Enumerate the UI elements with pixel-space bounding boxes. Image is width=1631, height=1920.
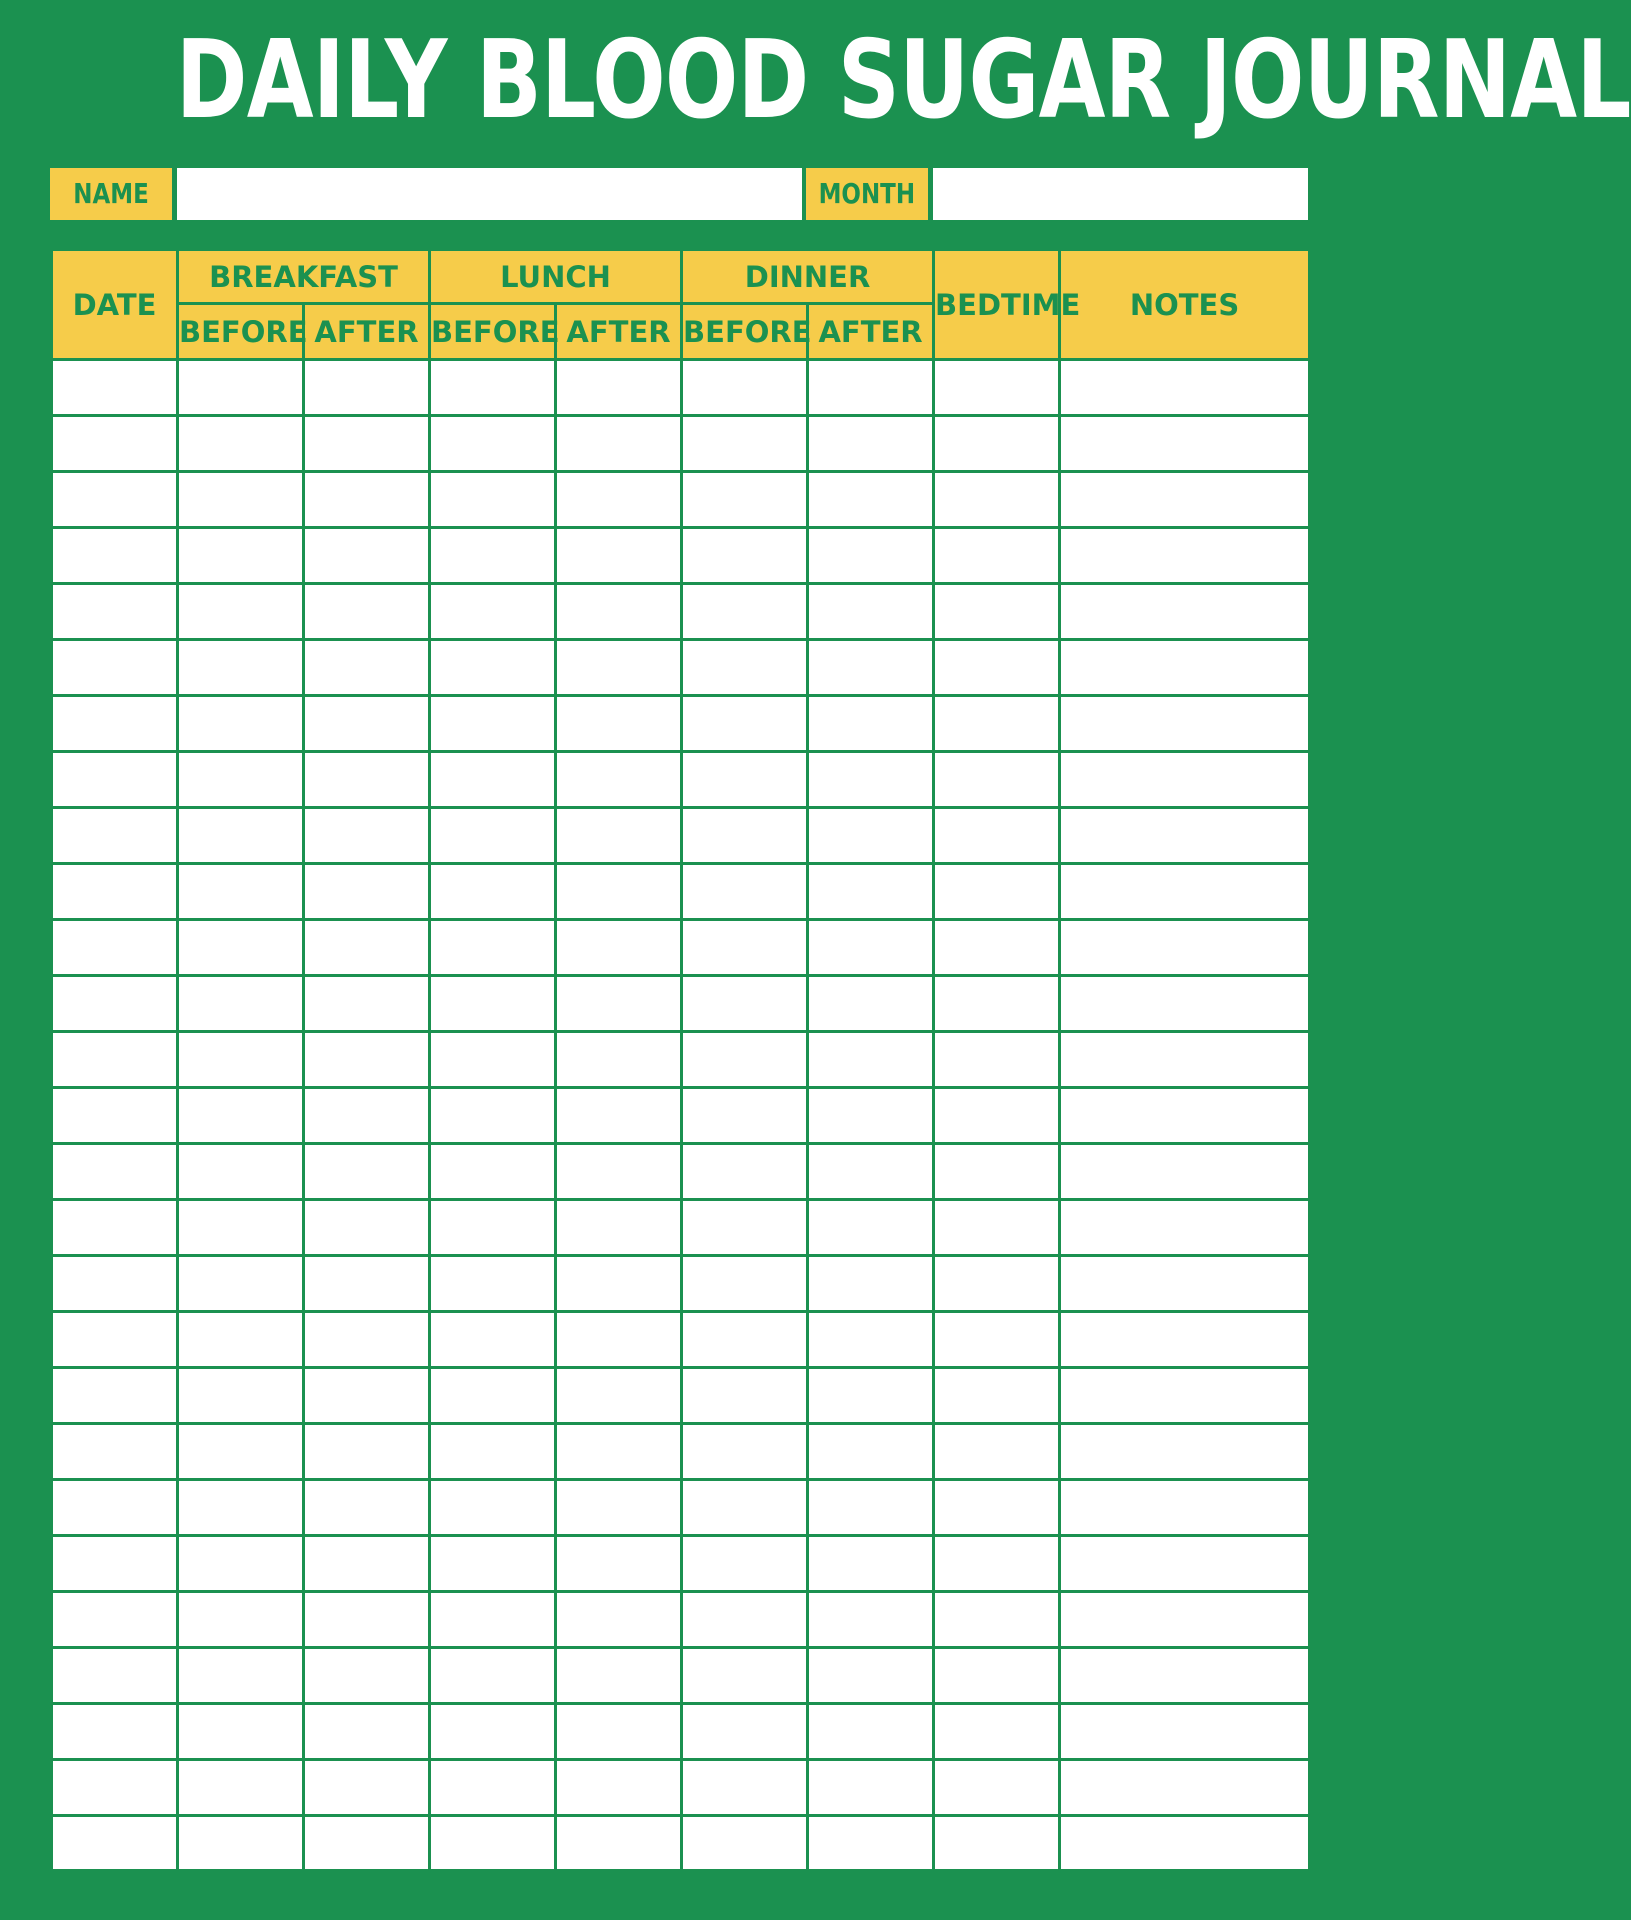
dinner-before-cell[interactable] bbox=[682, 1760, 808, 1816]
breakfast-after-cell[interactable] bbox=[304, 640, 430, 696]
date-cell[interactable] bbox=[52, 1536, 178, 1592]
table-row bbox=[52, 1368, 1310, 1424]
notes-cell[interactable] bbox=[1060, 1144, 1310, 1200]
table-row bbox=[52, 528, 1310, 584]
lunch-after-cell[interactable] bbox=[556, 1144, 682, 1200]
lunch-before-cell[interactable] bbox=[430, 1088, 556, 1144]
breakfast-before-cell[interactable] bbox=[178, 1424, 304, 1480]
dinner-before-cell[interactable] bbox=[682, 1816, 808, 1871]
bedtime-cell[interactable] bbox=[934, 696, 1060, 752]
dinner-after-cell[interactable] bbox=[808, 1368, 934, 1424]
page-title: DAILY BLOOD SUGAR JOURNAL bbox=[175, 18, 1631, 143]
breakfast-before-cell[interactable] bbox=[178, 416, 304, 472]
notes-cell[interactable] bbox=[1060, 528, 1310, 584]
date-cell[interactable] bbox=[52, 920, 178, 976]
breakfast-before-header: BEFORE bbox=[178, 304, 304, 360]
bedtime-cell[interactable] bbox=[934, 472, 1060, 528]
notes-cell[interactable] bbox=[1060, 1088, 1310, 1144]
bedtime-cell[interactable] bbox=[934, 528, 1060, 584]
lunch-after-cell[interactable] bbox=[556, 584, 682, 640]
lunch-header: LUNCH bbox=[430, 250, 682, 304]
date-cell[interactable] bbox=[52, 640, 178, 696]
dinner-before-cell[interactable] bbox=[682, 808, 808, 864]
breakfast-before-cell[interactable] bbox=[178, 1704, 304, 1760]
table-row bbox=[52, 1816, 1310, 1871]
notes-cell[interactable] bbox=[1060, 1424, 1310, 1480]
date-cell[interactable] bbox=[52, 1704, 178, 1760]
table-row bbox=[52, 1424, 1310, 1480]
table-row bbox=[52, 1760, 1310, 1816]
dinner-before-cell[interactable] bbox=[682, 1424, 808, 1480]
bedtime-cell[interactable] bbox=[934, 1760, 1060, 1816]
bedtime-cell[interactable] bbox=[934, 976, 1060, 1032]
dinner-after-cell[interactable] bbox=[808, 1088, 934, 1144]
notes-cell[interactable] bbox=[1060, 1200, 1310, 1256]
date-cell[interactable] bbox=[52, 584, 178, 640]
bedtime-header: BEDTIME bbox=[934, 250, 1060, 360]
breakfast-before-cell[interactable] bbox=[178, 1368, 304, 1424]
notes-cell[interactable] bbox=[1060, 1816, 1310, 1871]
dinner-before-cell[interactable] bbox=[682, 752, 808, 808]
dinner-before-cell[interactable] bbox=[682, 1536, 808, 1592]
notes-cell[interactable] bbox=[1060, 584, 1310, 640]
bedtime-cell[interactable] bbox=[934, 1704, 1060, 1760]
notes-cell[interactable] bbox=[1060, 1480, 1310, 1536]
breakfast-before-cell[interactable] bbox=[178, 584, 304, 640]
bedtime-cell[interactable] bbox=[934, 1648, 1060, 1704]
breakfast-before-cell[interactable] bbox=[178, 1760, 304, 1816]
dinner-before-cell[interactable] bbox=[682, 1480, 808, 1536]
date-cell[interactable] bbox=[52, 1816, 178, 1871]
date-cell[interactable] bbox=[52, 696, 178, 752]
journal-body bbox=[52, 360, 1310, 1871]
table-row bbox=[52, 1648, 1310, 1704]
date-cell[interactable] bbox=[52, 472, 178, 528]
breakfast-header: BREAKFAST bbox=[178, 250, 430, 304]
bedtime-cell[interactable] bbox=[934, 416, 1060, 472]
breakfast-before-cell[interactable] bbox=[178, 1648, 304, 1704]
table-row bbox=[52, 1032, 1310, 1088]
table-row bbox=[52, 416, 1310, 472]
breakfast-after-cell[interactable] bbox=[304, 584, 430, 640]
table-row bbox=[52, 808, 1310, 864]
table-row bbox=[52, 640, 1310, 696]
dinner-after-cell[interactable] bbox=[808, 1592, 934, 1648]
notes-cell[interactable] bbox=[1060, 1536, 1310, 1592]
table-row bbox=[52, 1480, 1310, 1536]
breakfast-after-cell[interactable] bbox=[304, 472, 430, 528]
breakfast-after-cell[interactable] bbox=[304, 920, 430, 976]
dinner-before-cell[interactable] bbox=[682, 416, 808, 472]
breakfast-before-cell[interactable] bbox=[178, 1144, 304, 1200]
bedtime-cell[interactable] bbox=[934, 360, 1060, 416]
date-cell[interactable] bbox=[52, 416, 178, 472]
dinner-after-cell[interactable] bbox=[808, 1536, 934, 1592]
date-cell[interactable] bbox=[52, 1368, 178, 1424]
lunch-after-cell[interactable] bbox=[556, 1312, 682, 1368]
lunch-after-cell[interactable] bbox=[556, 1704, 682, 1760]
lunch-after-cell[interactable] bbox=[556, 1256, 682, 1312]
notes-cell[interactable] bbox=[1060, 752, 1310, 808]
date-header: DATE bbox=[52, 250, 178, 360]
breakfast-after-cell[interactable] bbox=[304, 1312, 430, 1368]
lunch-after-header: AFTER bbox=[556, 304, 682, 360]
name-field[interactable] bbox=[177, 168, 802, 220]
dinner-after-cell[interactable] bbox=[808, 864, 934, 920]
lunch-before-cell[interactable] bbox=[430, 360, 556, 416]
breakfast-after-cell[interactable] bbox=[304, 1200, 430, 1256]
notes-cell[interactable] bbox=[1060, 864, 1310, 920]
date-cell[interactable] bbox=[52, 1592, 178, 1648]
lunch-before-cell[interactable] bbox=[430, 752, 556, 808]
breakfast-after-cell[interactable] bbox=[304, 1088, 430, 1144]
dinner-before-cell[interactable] bbox=[682, 584, 808, 640]
dinner-before-cell[interactable] bbox=[682, 1200, 808, 1256]
bedtime-cell[interactable] bbox=[934, 584, 1060, 640]
lunch-before-cell[interactable] bbox=[430, 1200, 556, 1256]
month-label bbox=[806, 168, 928, 220]
bedtime-cell[interactable] bbox=[934, 1816, 1060, 1871]
breakfast-before-cell[interactable] bbox=[178, 1088, 304, 1144]
lunch-after-cell[interactable] bbox=[556, 976, 682, 1032]
lunch-after-cell[interactable] bbox=[556, 1480, 682, 1536]
breakfast-before-cell[interactable] bbox=[178, 1032, 304, 1088]
month-label-text: MONTH bbox=[818, 177, 916, 210]
date-cell[interactable] bbox=[52, 1200, 178, 1256]
lunch-before-cell[interactable] bbox=[430, 696, 556, 752]
dinner-after-cell[interactable] bbox=[808, 1480, 934, 1536]
lunch-after-cell[interactable] bbox=[556, 1032, 682, 1088]
lunch-before-cell[interactable] bbox=[430, 1144, 556, 1200]
lunch-before-cell[interactable] bbox=[430, 1032, 556, 1088]
breakfast-before-cell[interactable] bbox=[178, 1200, 304, 1256]
dinner-before-cell[interactable] bbox=[682, 1592, 808, 1648]
dinner-before-cell[interactable] bbox=[682, 1088, 808, 1144]
lunch-after-cell[interactable] bbox=[556, 1200, 682, 1256]
dinner-before-cell[interactable] bbox=[682, 696, 808, 752]
breakfast-after-cell[interactable] bbox=[304, 808, 430, 864]
lunch-before-cell[interactable] bbox=[430, 808, 556, 864]
dinner-before-cell[interactable] bbox=[682, 472, 808, 528]
breakfast-after-cell[interactable] bbox=[304, 752, 430, 808]
lunch-after-cell[interactable] bbox=[556, 1760, 682, 1816]
notes-cell[interactable] bbox=[1060, 1592, 1310, 1648]
date-cell[interactable] bbox=[52, 752, 178, 808]
dinner-after-cell[interactable] bbox=[808, 696, 934, 752]
dinner-after-cell[interactable] bbox=[808, 1312, 934, 1368]
breakfast-after-cell[interactable] bbox=[304, 1592, 430, 1648]
lunch-after-cell[interactable] bbox=[556, 1536, 682, 1592]
dinner-before-cell[interactable] bbox=[682, 1144, 808, 1200]
lunch-after-cell[interactable] bbox=[556, 752, 682, 808]
dinner-after-cell[interactable] bbox=[808, 528, 934, 584]
dinner-header: DINNER bbox=[682, 250, 934, 304]
lunch-after-cell[interactable] bbox=[556, 1424, 682, 1480]
lunch-before-cell[interactable] bbox=[430, 1704, 556, 1760]
name-label-text: NAME bbox=[73, 177, 149, 210]
date-cell[interactable] bbox=[52, 1760, 178, 1816]
breakfast-after-cell[interactable] bbox=[304, 1032, 430, 1088]
date-cell[interactable] bbox=[52, 1312, 178, 1368]
dinner-before-cell[interactable] bbox=[682, 1312, 808, 1368]
table-row bbox=[52, 752, 1310, 808]
lunch-after-cell[interactable] bbox=[556, 528, 682, 584]
dinner-before-cell[interactable] bbox=[682, 1704, 808, 1760]
dinner-after-cell[interactable] bbox=[808, 1704, 934, 1760]
dinner-after-cell[interactable] bbox=[808, 640, 934, 696]
lunch-before-cell[interactable] bbox=[430, 920, 556, 976]
breakfast-after-cell[interactable] bbox=[304, 1480, 430, 1536]
date-cell[interactable] bbox=[52, 1032, 178, 1088]
breakfast-after-cell[interactable] bbox=[304, 1816, 430, 1871]
dinner-after-cell[interactable] bbox=[808, 1760, 934, 1816]
dinner-after-cell[interactable] bbox=[808, 808, 934, 864]
dinner-after-header: AFTER bbox=[808, 304, 934, 360]
lunch-after-cell[interactable] bbox=[556, 472, 682, 528]
table-row bbox=[52, 1200, 1310, 1256]
dinner-before-cell[interactable] bbox=[682, 360, 808, 416]
bedtime-cell[interactable] bbox=[934, 1256, 1060, 1312]
breakfast-before-cell[interactable] bbox=[178, 528, 304, 584]
bedtime-cell[interactable] bbox=[934, 1312, 1060, 1368]
lunch-after-cell[interactable] bbox=[556, 640, 682, 696]
dinner-before-cell[interactable] bbox=[682, 976, 808, 1032]
lunch-before-cell[interactable] bbox=[430, 1368, 556, 1424]
lunch-after-cell[interactable] bbox=[556, 1816, 682, 1871]
breakfast-before-cell[interactable] bbox=[178, 976, 304, 1032]
breakfast-after-cell[interactable] bbox=[304, 360, 430, 416]
bedtime-cell[interactable] bbox=[934, 1480, 1060, 1536]
breakfast-after-cell[interactable] bbox=[304, 1256, 430, 1312]
month-field[interactable] bbox=[933, 168, 1308, 220]
breakfast-after-cell[interactable] bbox=[304, 528, 430, 584]
dinner-after-cell[interactable] bbox=[808, 360, 934, 416]
breakfast-before-cell[interactable] bbox=[178, 864, 304, 920]
breakfast-after-cell[interactable] bbox=[304, 1704, 430, 1760]
lunch-after-cell[interactable] bbox=[556, 920, 682, 976]
lunch-before-cell[interactable] bbox=[430, 1536, 556, 1592]
notes-cell[interactable] bbox=[1060, 1368, 1310, 1424]
breakfast-after-cell[interactable] bbox=[304, 1760, 430, 1816]
table-row bbox=[52, 1144, 1310, 1200]
lunch-before-cell[interactable] bbox=[430, 1256, 556, 1312]
lunch-after-cell[interactable] bbox=[556, 808, 682, 864]
date-cell[interactable] bbox=[52, 864, 178, 920]
table-row bbox=[52, 864, 1310, 920]
lunch-after-cell[interactable] bbox=[556, 1648, 682, 1704]
dinner-after-cell[interactable] bbox=[808, 472, 934, 528]
dinner-after-cell[interactable] bbox=[808, 976, 934, 1032]
table-row bbox=[52, 1088, 1310, 1144]
breakfast-before-cell[interactable] bbox=[178, 1256, 304, 1312]
lunch-before-cell[interactable] bbox=[430, 640, 556, 696]
breakfast-before-cell[interactable] bbox=[178, 640, 304, 696]
dinner-before-header: BEFORE bbox=[682, 304, 808, 360]
notes-cell[interactable] bbox=[1060, 472, 1310, 528]
lunch-before-cell[interactable] bbox=[430, 1480, 556, 1536]
lunch-before-cell[interactable] bbox=[430, 976, 556, 1032]
bedtime-cell[interactable] bbox=[934, 1424, 1060, 1480]
date-cell[interactable] bbox=[52, 360, 178, 416]
lunch-after-cell[interactable] bbox=[556, 864, 682, 920]
dinner-before-cell[interactable] bbox=[682, 1368, 808, 1424]
table-row bbox=[52, 1256, 1310, 1312]
breakfast-before-cell[interactable] bbox=[178, 360, 304, 416]
bedtime-cell[interactable] bbox=[934, 864, 1060, 920]
bedtime-cell[interactable] bbox=[934, 1144, 1060, 1200]
date-cell[interactable] bbox=[52, 976, 178, 1032]
breakfast-after-cell[interactable] bbox=[304, 416, 430, 472]
bedtime-cell[interactable] bbox=[934, 640, 1060, 696]
dinner-after-cell[interactable] bbox=[808, 1032, 934, 1088]
lunch-before-header: BEFORE bbox=[430, 304, 556, 360]
notes-cell[interactable] bbox=[1060, 1312, 1310, 1368]
breakfast-after-cell[interactable] bbox=[304, 1368, 430, 1424]
bedtime-cell[interactable] bbox=[934, 1088, 1060, 1144]
table-row bbox=[52, 360, 1310, 416]
dinner-after-cell[interactable] bbox=[808, 920, 934, 976]
dinner-before-cell[interactable] bbox=[682, 1648, 808, 1704]
breakfast-before-cell[interactable] bbox=[178, 696, 304, 752]
notes-cell[interactable] bbox=[1060, 920, 1310, 976]
table-row bbox=[52, 472, 1310, 528]
lunch-after-cell[interactable] bbox=[556, 1088, 682, 1144]
lunch-before-cell[interactable] bbox=[430, 1592, 556, 1648]
lunch-after-cell[interactable] bbox=[556, 696, 682, 752]
date-cell[interactable] bbox=[52, 808, 178, 864]
lunch-after-cell[interactable] bbox=[556, 1368, 682, 1424]
lunch-before-cell[interactable] bbox=[430, 864, 556, 920]
breakfast-after-cell[interactable] bbox=[304, 864, 430, 920]
date-cell[interactable] bbox=[52, 1144, 178, 1200]
lunch-before-cell[interactable] bbox=[430, 528, 556, 584]
date-cell[interactable] bbox=[52, 1256, 178, 1312]
bedtime-cell[interactable] bbox=[934, 808, 1060, 864]
breakfast-before-cell[interactable] bbox=[178, 808, 304, 864]
dinner-before-cell[interactable] bbox=[682, 1032, 808, 1088]
notes-cell[interactable] bbox=[1060, 1648, 1310, 1704]
notes-header: NOTES bbox=[1060, 250, 1310, 360]
dinner-after-cell[interactable] bbox=[808, 1816, 934, 1871]
notes-cell[interactable] bbox=[1060, 416, 1310, 472]
lunch-after-cell[interactable] bbox=[556, 360, 682, 416]
breakfast-after-cell[interactable] bbox=[304, 1536, 430, 1592]
lunch-before-cell[interactable] bbox=[430, 472, 556, 528]
bedtime-cell[interactable] bbox=[934, 752, 1060, 808]
date-cell[interactable] bbox=[52, 1424, 178, 1480]
date-cell[interactable] bbox=[52, 1088, 178, 1144]
dinner-before-cell[interactable] bbox=[682, 640, 808, 696]
table-row bbox=[52, 1536, 1310, 1592]
notes-cell[interactable] bbox=[1060, 696, 1310, 752]
breakfast-before-cell[interactable] bbox=[178, 472, 304, 528]
breakfast-before-cell[interactable] bbox=[178, 1480, 304, 1536]
dinner-after-cell[interactable] bbox=[808, 1424, 934, 1480]
date-cell[interactable] bbox=[52, 528, 178, 584]
breakfast-after-cell[interactable] bbox=[304, 696, 430, 752]
breakfast-after-cell[interactable] bbox=[304, 1648, 430, 1704]
breakfast-after-cell[interactable] bbox=[304, 976, 430, 1032]
breakfast-after-cell[interactable] bbox=[304, 1424, 430, 1480]
notes-cell[interactable] bbox=[1060, 360, 1310, 416]
date-cell[interactable] bbox=[52, 1648, 178, 1704]
breakfast-before-cell[interactable] bbox=[178, 1592, 304, 1648]
breakfast-before-cell[interactable] bbox=[178, 752, 304, 808]
lunch-after-cell[interactable] bbox=[556, 1592, 682, 1648]
lunch-before-cell[interactable] bbox=[430, 1648, 556, 1704]
dinner-before-cell[interactable] bbox=[682, 920, 808, 976]
notes-cell[interactable] bbox=[1060, 640, 1310, 696]
date-cell[interactable] bbox=[52, 1480, 178, 1536]
breakfast-before-cell[interactable] bbox=[178, 1536, 304, 1592]
dinner-after-cell[interactable] bbox=[808, 752, 934, 808]
bedtime-cell[interactable] bbox=[934, 1536, 1060, 1592]
lunch-after-cell[interactable] bbox=[556, 416, 682, 472]
table-row bbox=[52, 584, 1310, 640]
bedtime-cell[interactable] bbox=[934, 1032, 1060, 1088]
lunch-before-cell[interactable] bbox=[430, 1424, 556, 1480]
lunch-before-cell[interactable] bbox=[430, 1760, 556, 1816]
table-row bbox=[52, 1312, 1310, 1368]
lunch-before-cell[interactable] bbox=[430, 1312, 556, 1368]
dinner-after-cell[interactable] bbox=[808, 1200, 934, 1256]
table-row bbox=[52, 1592, 1310, 1648]
dinner-after-cell[interactable] bbox=[808, 1256, 934, 1312]
table-row bbox=[52, 920, 1310, 976]
breakfast-before-cell[interactable] bbox=[178, 920, 304, 976]
dinner-after-cell[interactable] bbox=[808, 1648, 934, 1704]
notes-cell[interactable] bbox=[1060, 976, 1310, 1032]
dinner-before-cell[interactable] bbox=[682, 864, 808, 920]
breakfast-before-cell[interactable] bbox=[178, 1312, 304, 1368]
table-row bbox=[52, 696, 1310, 752]
table-row bbox=[52, 976, 1310, 1032]
bedtime-cell[interactable] bbox=[934, 1592, 1060, 1648]
dinner-after-cell[interactable] bbox=[808, 416, 934, 472]
lunch-before-cell[interactable] bbox=[430, 1816, 556, 1871]
lunch-before-cell[interactable] bbox=[430, 416, 556, 472]
notes-cell[interactable] bbox=[1060, 1760, 1310, 1816]
dinner-before-cell[interactable] bbox=[682, 1256, 808, 1312]
notes-cell[interactable] bbox=[1060, 1704, 1310, 1760]
table-row bbox=[52, 1704, 1310, 1760]
breakfast-after-cell[interactable] bbox=[304, 1144, 430, 1200]
dinner-after-cell[interactable] bbox=[808, 584, 934, 640]
notes-cell[interactable] bbox=[1060, 1256, 1310, 1312]
breakfast-after-header: AFTER bbox=[304, 304, 430, 360]
bedtime-cell[interactable] bbox=[934, 920, 1060, 976]
bedtime-cell[interactable] bbox=[934, 1368, 1060, 1424]
bedtime-cell[interactable] bbox=[934, 1200, 1060, 1256]
lunch-before-cell[interactable] bbox=[430, 584, 556, 640]
journal-table bbox=[50, 248, 1311, 1872]
name-label bbox=[50, 168, 172, 220]
breakfast-before-cell[interactable] bbox=[178, 1816, 304, 1871]
dinner-before-cell[interactable] bbox=[682, 528, 808, 584]
dinner-after-cell[interactable] bbox=[808, 1144, 934, 1200]
notes-cell[interactable] bbox=[1060, 1032, 1310, 1088]
notes-cell[interactable] bbox=[1060, 808, 1310, 864]
